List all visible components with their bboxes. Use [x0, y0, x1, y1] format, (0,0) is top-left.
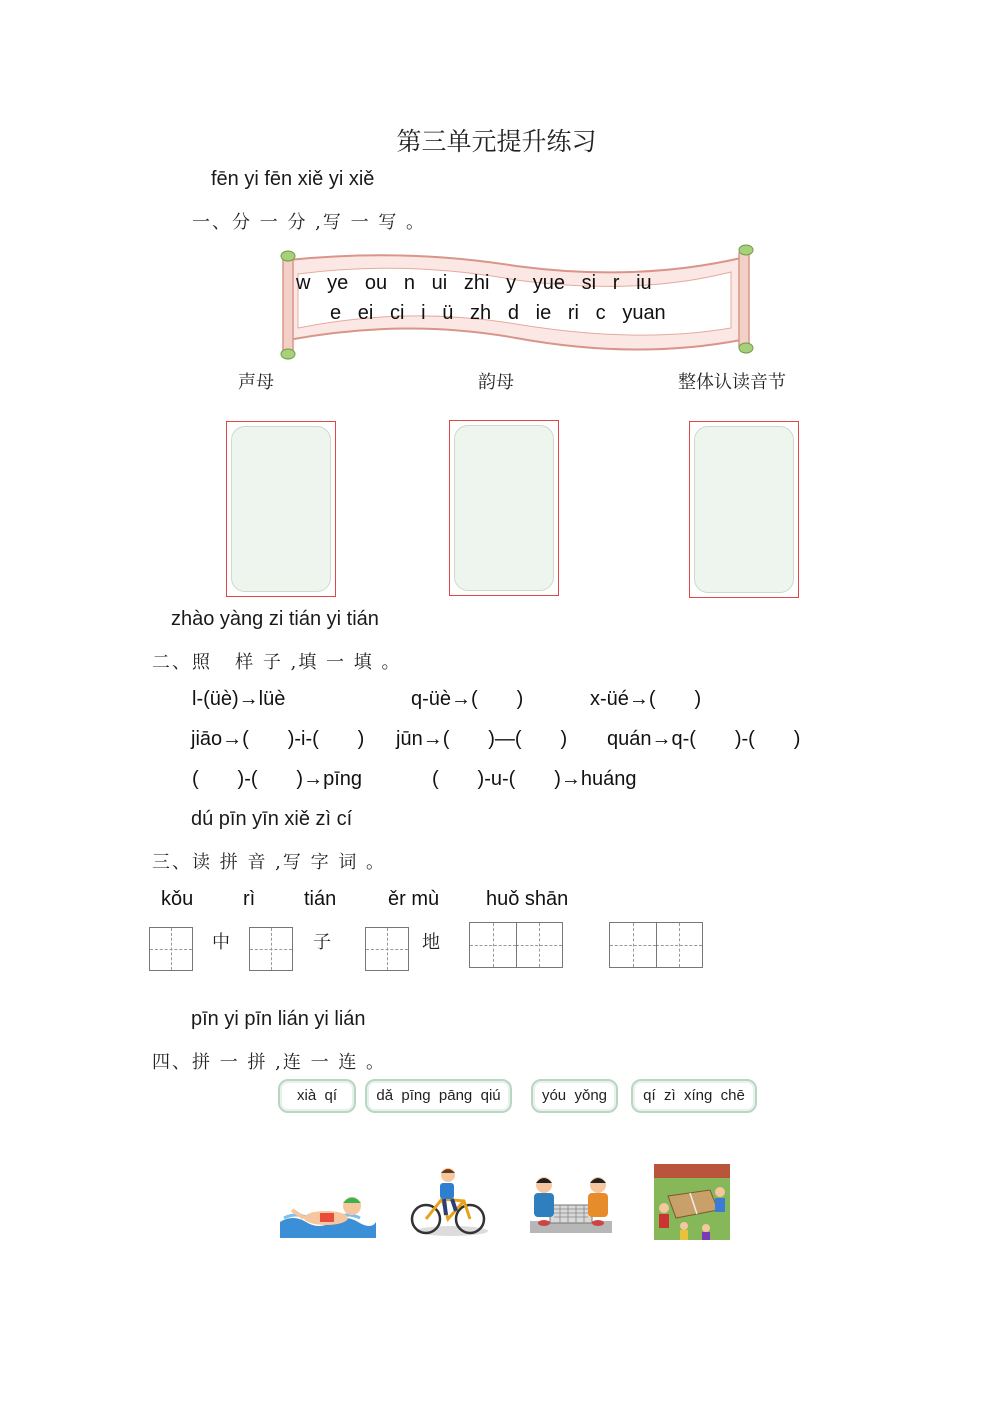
- writing-grid-double[interactable]: [609, 922, 703, 968]
- section4-pinyin: pīn yi pīn lián yi lián: [191, 1008, 366, 1030]
- chess-picture[interactable]: [524, 1173, 618, 1237]
- label-zhengti: 整体认读音节: [678, 372, 786, 393]
- example-line: l-(üè)→lüè: [192, 688, 286, 710]
- fill-item[interactable]: ( )-u-( )→huáng: [432, 768, 637, 790]
- card-qizixingche[interactable]: qí zì xíng chē: [631, 1079, 757, 1113]
- fill-item[interactable]: x-üé→( ): [590, 688, 702, 710]
- fill-item[interactable]: jiāo→( )-i-( ): [191, 728, 365, 750]
- given-char: 中: [212, 932, 230, 953]
- answer-box-yunmu[interactable]: [449, 420, 559, 596]
- card-xiaqi[interactable]: xià qí: [278, 1079, 356, 1113]
- section2-heading: 二、照 样 子 ,填 一 填 。: [152, 652, 402, 673]
- writing-grid[interactable]: [249, 927, 293, 971]
- answer-box-zhengti[interactable]: [689, 421, 799, 598]
- word-pinyin: ěr mù: [388, 888, 440, 910]
- section1-heading: 一、分 一 分 ,写 一 写 。: [192, 212, 427, 233]
- word-pinyin: huǒ shān: [486, 888, 569, 910]
- answer-box-shengmu[interactable]: [226, 421, 336, 597]
- writing-grid-double[interactable]: [469, 922, 563, 968]
- writing-grid[interactable]: [149, 927, 193, 971]
- word-pinyin: tián: [304, 888, 337, 910]
- label-shengmu: 声母: [238, 372, 274, 393]
- fill-item[interactable]: quán→q-( )-( ): [607, 728, 801, 750]
- word-pinyin: rì: [243, 888, 256, 910]
- swimming-picture[interactable]: [278, 1188, 378, 1240]
- card-dapingpangqiu[interactable]: dǎ pīng pāng qiú: [365, 1079, 512, 1113]
- word-pinyin: kǒu: [161, 888, 194, 910]
- cycling-picture[interactable]: [408, 1163, 490, 1241]
- label-yunmu: 韵母: [478, 372, 514, 393]
- section1-pinyin: fēn yi fēn xiě yi xiě: [211, 168, 375, 190]
- fill-item[interactable]: q-üè→( ): [411, 688, 524, 710]
- scroll-row-1: w ye ou n ui zhi y yue si r iu: [296, 272, 652, 294]
- writing-grid[interactable]: [365, 927, 409, 971]
- card-youyong[interactable]: yóu yǒng: [531, 1079, 618, 1113]
- scroll-row-2: e ei ci i ü zh d ie ri c yuan: [330, 302, 666, 324]
- given-char: 子: [313, 932, 331, 953]
- given-char: 地: [422, 932, 440, 953]
- page-title: 第三单元提升练习: [396, 127, 597, 156]
- section3-pinyin: dú pīn yīn xiě zì cí: [191, 808, 353, 830]
- fill-item[interactable]: jūn→( )—( ): [396, 728, 568, 750]
- section4-heading: 四、拼 一 拼 ,连 一 连 。: [152, 1052, 387, 1073]
- fill-item[interactable]: ( )-( )→pīng: [192, 768, 363, 790]
- section3-heading: 三、读 拼 音 ,写 字 词 。: [152, 852, 387, 873]
- pingpong-picture[interactable]: [654, 1164, 730, 1240]
- section2-pinyin: zhào yàng zi tián yi tián: [171, 608, 379, 630]
